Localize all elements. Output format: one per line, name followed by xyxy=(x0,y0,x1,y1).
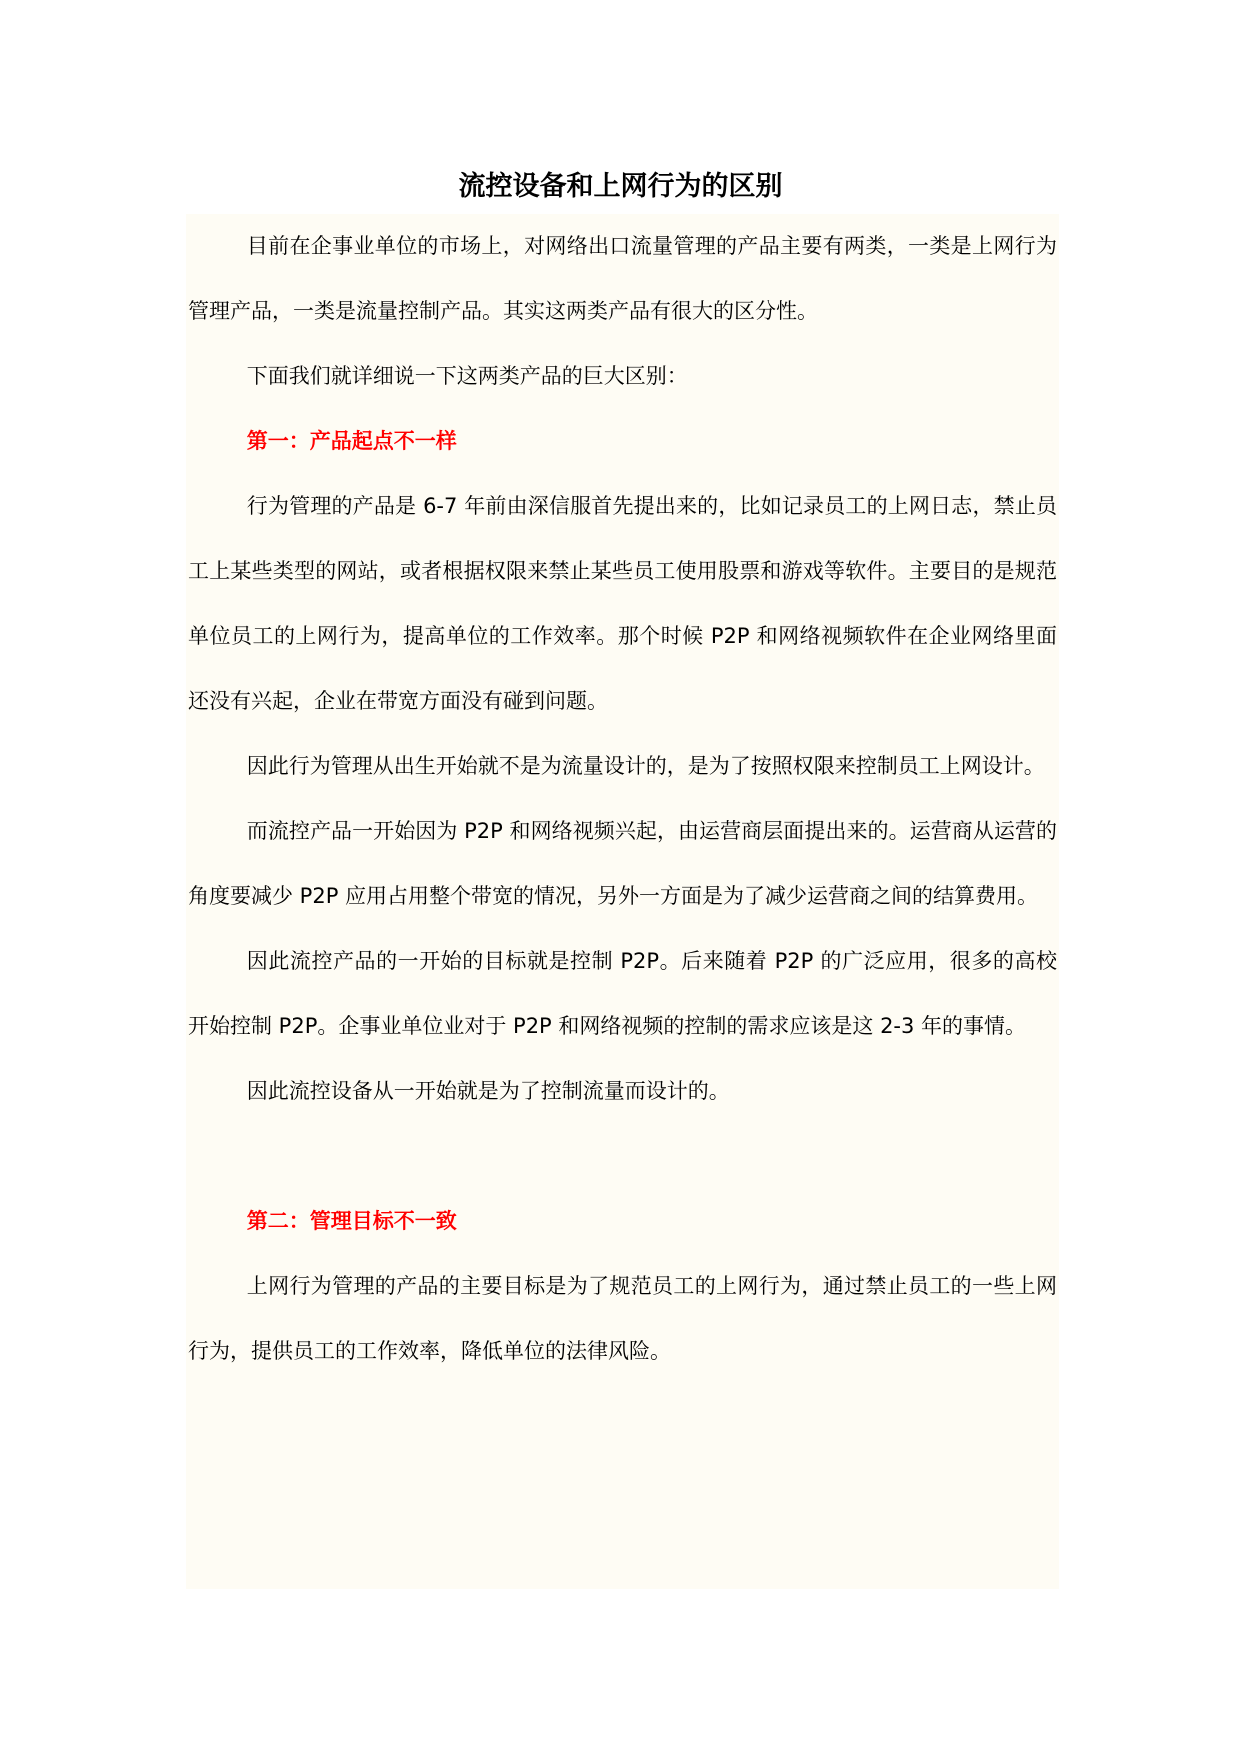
paragraph-lead: 下面我们就详细说一下这两类产品的巨大区别： xyxy=(246,364,688,388)
content-body xyxy=(186,214,1059,1589)
section-heading-1: 第一：产品起点不一样 xyxy=(246,429,457,453)
paragraph-intro: 目前在企事业单位的市场上，对网络出口流量管理的产品主要有两类，一类是上网行为管理产品，一类是流量控制产品。其实这两类产品有很大的区分性。 xyxy=(188,234,1057,323)
section-gap xyxy=(188,1124,1057,1189)
section-heading-2: 第二：管理目标不一致 xyxy=(246,1209,457,1233)
paragraph: 上网行为管理的产品的主要目标是为了规范员工的上网行为，通过禁止员工的一些上网行为，提供员工的工作效率，降低单位的法律风险。 xyxy=(188,1274,1057,1363)
paragraph: 行为管理的产品是 6-7 年前由深信服首先提出来的，比如记录员工的上网日志，禁止员工上某些类型的网站，或者根据权限来禁止某些员工使用股票和游戏等软件。主要目的是规范单位员工的上网行为，提高单位的工作效率。那个时候 P2P 和网络视频软件在企业网络里面还没有兴起，企业在带宽方面没有碰到问题。 xyxy=(188,494,1057,713)
paragraph: 因此流控设备从一开始就是为了控制流量而设计的。 xyxy=(246,1079,730,1103)
paragraph: 因此流控产品的一开始的目标就是控制 P2P。后来随着 P2P 的广泛应用，很多的高校开始控制 P2P。企事业单位业对于 P2P 和网络视频的控制的需求应该是这 2-3 年的事情。 xyxy=(188,949,1057,1038)
document-title: 流控设备和上网行为的区别 xyxy=(458,171,783,202)
paragraph: 而流控产品一开始因为 P2P 和网络视频兴起，由运营商层面提出来的。运营商从运营的角度要减少 P2P 应用占用整个带宽的情况，另外一方面是为了减少运营商之间的结算费用。 xyxy=(188,819,1057,908)
paragraph: 因此行为管理从出生开始就不是为流量设计的，是为了按照权限来控制员工上网设计。 xyxy=(246,754,1045,778)
